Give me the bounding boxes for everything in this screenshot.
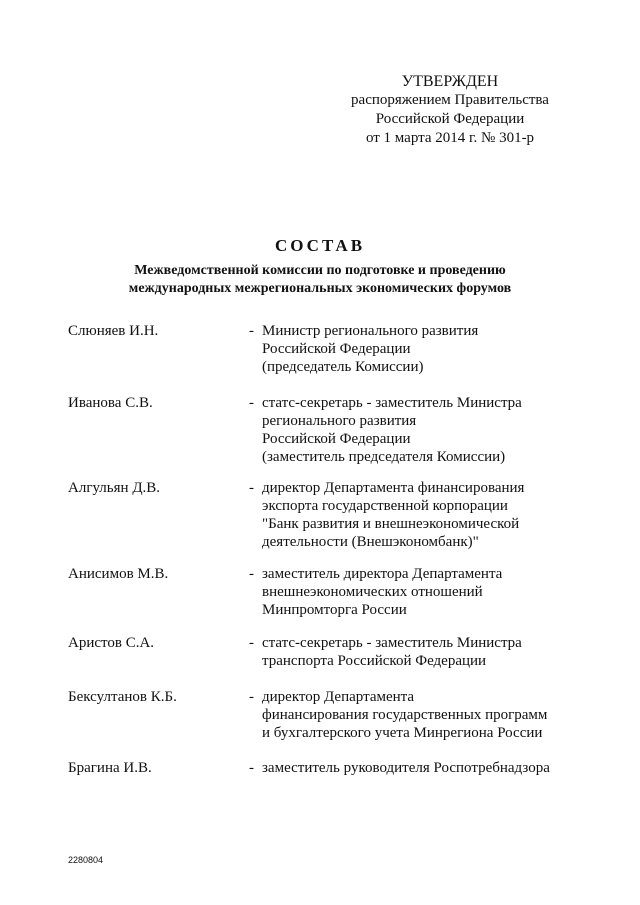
member-name: Бексултанов К.Б. bbox=[68, 689, 177, 705]
member-role-line: "Банк развития и внешнеэкономической bbox=[262, 516, 520, 532]
member-role-line: (председатель Комиссии) bbox=[262, 359, 424, 375]
approval-block bbox=[340, 72, 560, 148]
member-role-line: и бухгалтерского учета Минрегиона России bbox=[262, 725, 543, 741]
member-role-line: директор Департамента финансирования bbox=[262, 480, 525, 496]
member-role-line: Министр регионального развития bbox=[262, 323, 479, 339]
member-role bbox=[262, 479, 592, 551]
member-role-line: регионального развития bbox=[262, 413, 417, 429]
member-dash: - bbox=[249, 395, 254, 411]
member-name: Слюняев И.Н. bbox=[68, 323, 159, 339]
member-role bbox=[262, 394, 592, 466]
member-role-line: деятельности (Внешэкономбанк)" bbox=[262, 534, 479, 550]
member-role-line: статс-секретарь - заместитель Министра bbox=[262, 395, 522, 411]
member-role bbox=[262, 688, 592, 742]
member-role-line: внешнеэкономических отношений bbox=[262, 584, 483, 600]
member-dash: - bbox=[249, 480, 254, 496]
member-role-line: статс-секретарь - заместитель Министра bbox=[262, 635, 522, 651]
member-name: Иванова С.В. bbox=[68, 395, 153, 411]
member-role bbox=[262, 322, 592, 376]
member-name: Брагина И.В. bbox=[68, 760, 152, 776]
member-role bbox=[262, 634, 592, 670]
member-role-line: Минпромторга России bbox=[262, 602, 407, 618]
member-role-line: финансирования государственных программ bbox=[262, 707, 548, 723]
member-role-line: заместитель директора Департамента bbox=[262, 566, 503, 582]
member-role-line: экспорта государственной корпорации bbox=[262, 498, 508, 514]
subtitle-line-1: Межведомственной комиссии по подготовке и проведению bbox=[134, 263, 506, 278]
member-role bbox=[262, 759, 592, 777]
member-dash: - bbox=[249, 760, 254, 776]
member-role-line: заместитель руководителя Роспотребнадзора bbox=[262, 760, 550, 776]
member-role-line: транспорта Российской Федерации bbox=[262, 653, 487, 669]
member-role-line: директор Департамента bbox=[262, 689, 415, 705]
member-name: Аристов С.А. bbox=[68, 635, 155, 651]
member-dash: - bbox=[249, 566, 254, 582]
approval-line-3: от 1 марта 2014 г. № 301-р bbox=[365, 130, 535, 146]
member-dash: - bbox=[249, 689, 254, 705]
member-role bbox=[262, 565, 592, 619]
document-code: 2280804 bbox=[68, 855, 104, 865]
member-dash: - bbox=[249, 635, 254, 651]
document-title: СОСТАВ bbox=[274, 236, 366, 255]
member-role-line: Российской Федерации bbox=[262, 431, 411, 447]
member-dash: - bbox=[249, 323, 254, 339]
approval-stamp: УТВЕРЖДЕН bbox=[401, 73, 499, 90]
subtitle-line-2: международных межрегиональных экономических форумов bbox=[128, 281, 512, 296]
member-name: Анисимов М.В. bbox=[68, 566, 169, 582]
document-subtitle bbox=[0, 262, 640, 298]
member-role-line: Российской Федерации bbox=[262, 341, 411, 357]
member-role-line: (заместитель председателя Комиссии) bbox=[262, 449, 506, 465]
approval-line-1: распоряжением Правительства bbox=[351, 92, 549, 108]
member-name: Алгульян Д.В. bbox=[68, 480, 161, 496]
approval-line-2: Российской Федерации bbox=[375, 111, 525, 127]
